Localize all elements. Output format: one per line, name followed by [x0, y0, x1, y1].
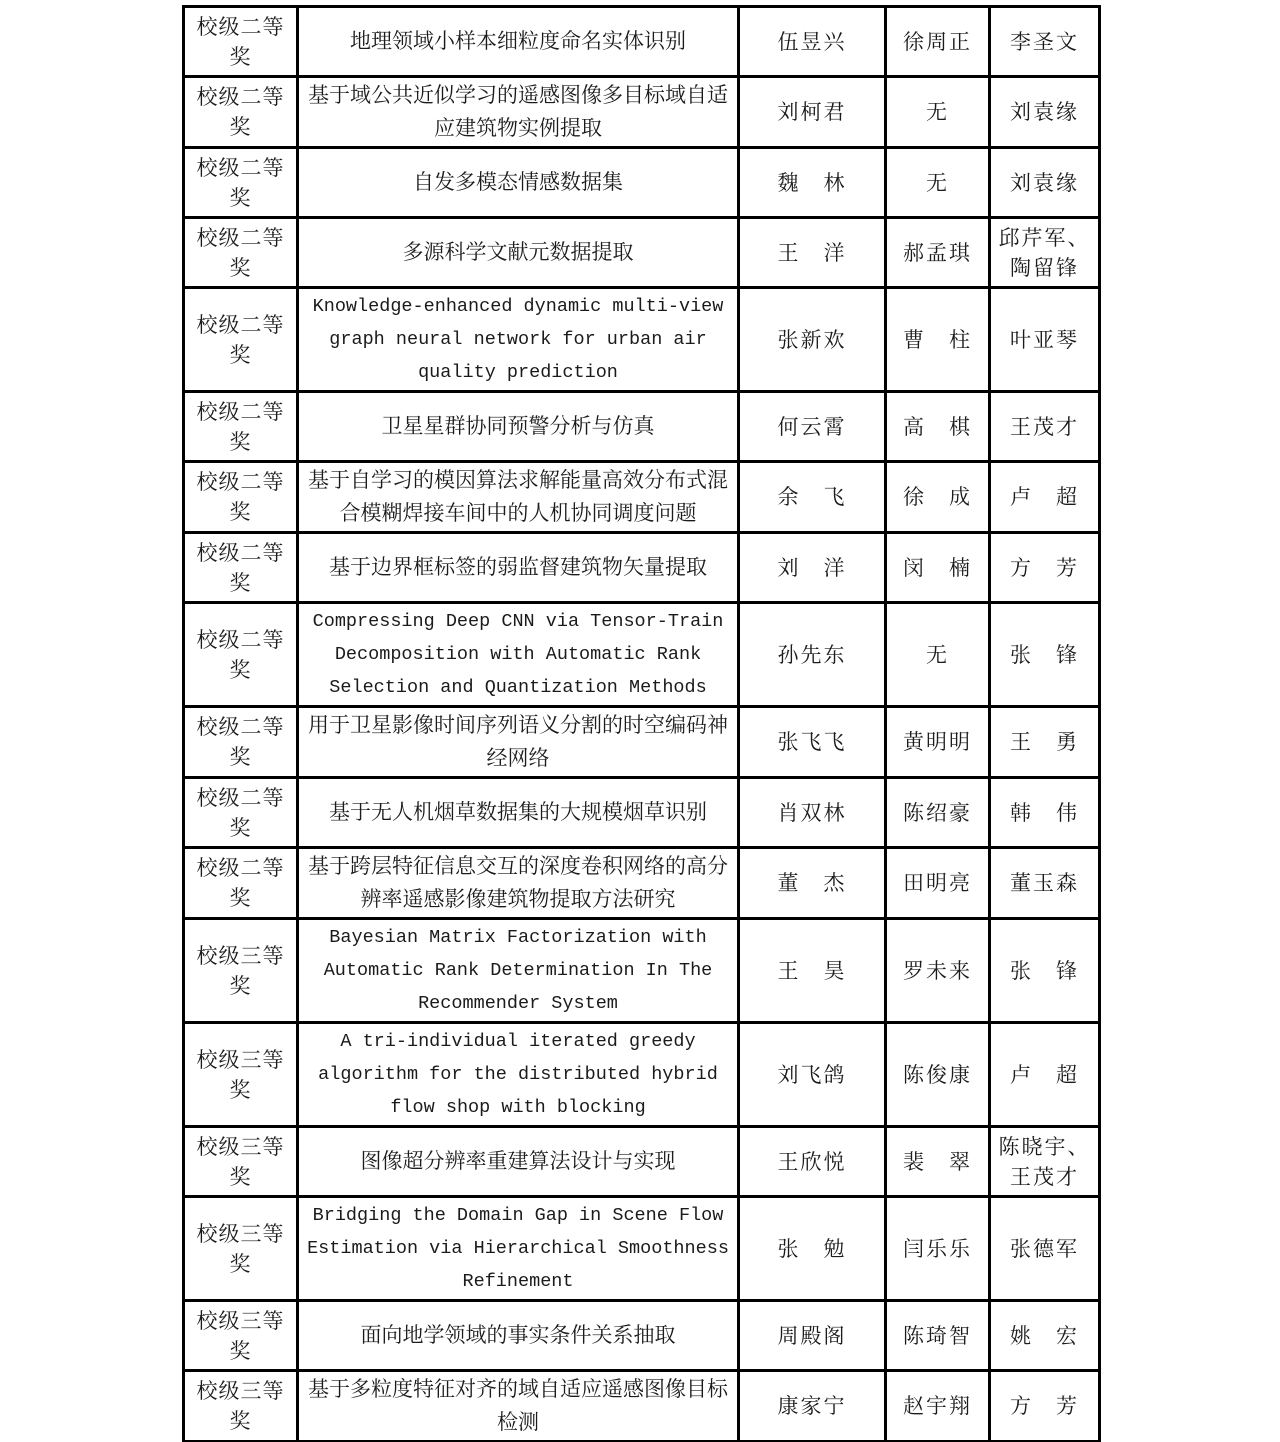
award-level-cell: 校级二等奖	[184, 848, 298, 919]
second-name-cell: 陈绍豪	[886, 778, 990, 848]
student-name-cell: 刘柯君	[739, 77, 886, 148]
thesis-title-cell: 基于域公共近似学习的遥感图像多目标域自适应建筑物实例提取	[298, 77, 739, 148]
table-row	[184, 1371, 1100, 1442]
table-row	[184, 778, 1100, 848]
student-name-cell: 魏 林	[739, 148, 886, 218]
award-level-cell: 校级二等奖	[184, 392, 298, 462]
second-name-cell: 徐 成	[886, 462, 990, 533]
thesis-title-cell: 基于边界框标签的弱监督建筑物矢量提取	[298, 533, 739, 603]
award-level-cell: 校级二等奖	[184, 148, 298, 218]
thesis-title-cell: 图像超分辨率重建算法设计与实现	[298, 1127, 739, 1197]
thesis-title-cell: 用于卫星影像时间序列语义分割的时空编码神经网络	[298, 707, 739, 778]
award-level-cell: 校级二等奖	[184, 7, 298, 77]
advisor-name-cell: 卢 超	[990, 1023, 1100, 1127]
second-name-cell: 无	[886, 77, 990, 148]
advisor-name-cell: 韩 伟	[990, 778, 1100, 848]
second-name-cell: 无	[886, 148, 990, 218]
advisor-name-cell: 刘袁缘	[990, 77, 1100, 148]
table-row	[184, 1023, 1100, 1127]
advisor-name-cell: 张 锋	[990, 919, 1100, 1023]
thesis-title-cell: Bridging the Domain Gap in Scene Flow Estimation via Hierarchical Smoothness Refinement	[298, 1197, 739, 1301]
award-level-cell: 校级三等奖	[184, 1301, 298, 1371]
thesis-title-cell: 卫星星群协同预警分析与仿真	[298, 392, 739, 462]
thesis-title-cell: 多源科学文献元数据提取	[298, 218, 739, 288]
advisor-name-cell: 董玉森	[990, 848, 1100, 919]
award-level-cell: 校级二等奖	[184, 603, 298, 707]
second-name-cell: 曹 柱	[886, 288, 990, 392]
table-row	[184, 218, 1100, 288]
second-name-cell: 闵 楠	[886, 533, 990, 603]
award-level-cell: 校级二等奖	[184, 218, 298, 288]
student-name-cell: 康家宁	[739, 1371, 886, 1442]
table-row	[184, 462, 1100, 533]
second-name-cell: 无	[886, 603, 990, 707]
table-row	[184, 919, 1100, 1023]
student-name-cell: 孙先东	[739, 603, 886, 707]
second-name-cell: 陈俊康	[886, 1023, 990, 1127]
student-name-cell: 张飞飞	[739, 707, 886, 778]
second-name-cell: 裴 翠	[886, 1127, 990, 1197]
second-name-cell: 闫乐乐	[886, 1197, 990, 1301]
student-name-cell: 王 昊	[739, 919, 886, 1023]
award-level-cell: 校级二等奖	[184, 77, 298, 148]
student-name-cell: 张 勉	[739, 1197, 886, 1301]
advisor-name-cell: 邱芹军、陶留锋	[990, 218, 1100, 288]
second-name-cell: 陈琦智	[886, 1301, 990, 1371]
advisor-name-cell: 叶亚琴	[990, 288, 1100, 392]
advisor-name-cell: 方 芳	[990, 533, 1100, 603]
second-name-cell: 郝孟琪	[886, 218, 990, 288]
thesis-title-cell: 基于自学习的模因算法求解能量高效分布式混合模糊焊接车间中的人机协同调度问题	[298, 462, 739, 533]
awards-table-body	[184, 7, 1100, 1442]
table-row	[184, 1127, 1100, 1197]
advisor-name-cell: 卢 超	[990, 462, 1100, 533]
student-name-cell: 刘飞鸽	[739, 1023, 886, 1127]
advisor-name-cell: 李圣文	[990, 7, 1100, 77]
thesis-title-cell: 基于跨层特征信息交互的深度卷积网络的高分辨率遥感影像建筑物提取方法研究	[298, 848, 739, 919]
advisor-name-cell: 陈晓宇、王茂才	[990, 1127, 1100, 1197]
thesis-title-cell: 面向地学领域的事实条件关系抽取	[298, 1301, 739, 1371]
table-row	[184, 1197, 1100, 1301]
advisor-name-cell: 王茂才	[990, 392, 1100, 462]
student-name-cell: 周殿阁	[739, 1301, 886, 1371]
student-name-cell: 余 飞	[739, 462, 886, 533]
table-row	[184, 7, 1100, 77]
second-name-cell: 高 棋	[886, 392, 990, 462]
advisor-name-cell: 张德军	[990, 1197, 1100, 1301]
advisor-name-cell: 方 芳	[990, 1371, 1100, 1442]
thesis-title-cell: 地理领域小样本细粒度命名实体识别	[298, 7, 739, 77]
table-row	[184, 148, 1100, 218]
award-level-cell: 校级二等奖	[184, 707, 298, 778]
award-level-cell: 校级二等奖	[184, 533, 298, 603]
second-name-cell: 徐周正	[886, 7, 990, 77]
student-name-cell: 董 杰	[739, 848, 886, 919]
thesis-title-cell: 基于多粒度特征对齐的域自适应遥感图像目标检测	[298, 1371, 739, 1442]
table-row	[184, 1301, 1100, 1371]
student-name-cell: 王欣悦	[739, 1127, 886, 1197]
table-row	[184, 77, 1100, 148]
advisor-name-cell: 姚 宏	[990, 1301, 1100, 1371]
award-level-cell: 校级三等奖	[184, 1127, 298, 1197]
thesis-title-cell: Compressing Deep CNN via Tensor-Train Decomposition with Automatic Rank Selection and Quantization Methods	[298, 603, 739, 707]
award-level-cell: 校级三等奖	[184, 1371, 298, 1442]
student-name-cell: 伍昱兴	[739, 7, 886, 77]
second-name-cell: 赵宇翔	[886, 1371, 990, 1442]
award-level-cell: 校级三等奖	[184, 1023, 298, 1127]
advisor-name-cell: 王 勇	[990, 707, 1100, 778]
student-name-cell: 张新欢	[739, 288, 886, 392]
second-name-cell: 罗未来	[886, 919, 990, 1023]
table-row	[184, 603, 1100, 707]
student-name-cell: 刘 洋	[739, 533, 886, 603]
second-name-cell: 田明亮	[886, 848, 990, 919]
thesis-title-cell: 基于无人机烟草数据集的大规模烟草识别	[298, 778, 739, 848]
table-row	[184, 533, 1100, 603]
advisor-name-cell: 刘袁缘	[990, 148, 1100, 218]
thesis-title-cell: A tri-individual iterated greedy algorithm for the distributed hybrid flow shop with blocking	[298, 1023, 739, 1127]
advisor-name-cell: 张 锋	[990, 603, 1100, 707]
thesis-title-cell: 自发多模态情感数据集	[298, 148, 739, 218]
award-level-cell: 校级三等奖	[184, 919, 298, 1023]
thesis-title-cell: Knowledge-enhanced dynamic multi-view graph neural network for urban air quality prediction	[298, 288, 739, 392]
award-level-cell: 校级三等奖	[184, 1197, 298, 1301]
thesis-title-cell: Bayesian Matrix Factorization with Automatic Rank Determination In The Recommender System	[298, 919, 739, 1023]
table-row	[184, 848, 1100, 919]
second-name-cell: 黄明明	[886, 707, 990, 778]
award-level-cell: 校级二等奖	[184, 288, 298, 392]
student-name-cell: 王 洋	[739, 218, 886, 288]
table-row	[184, 707, 1100, 778]
table-row	[184, 288, 1100, 392]
student-name-cell: 肖双林	[739, 778, 886, 848]
awards-table	[182, 5, 1101, 1442]
student-name-cell: 何云霄	[739, 392, 886, 462]
table-row	[184, 392, 1100, 462]
award-level-cell: 校级二等奖	[184, 462, 298, 533]
award-level-cell: 校级二等奖	[184, 778, 298, 848]
